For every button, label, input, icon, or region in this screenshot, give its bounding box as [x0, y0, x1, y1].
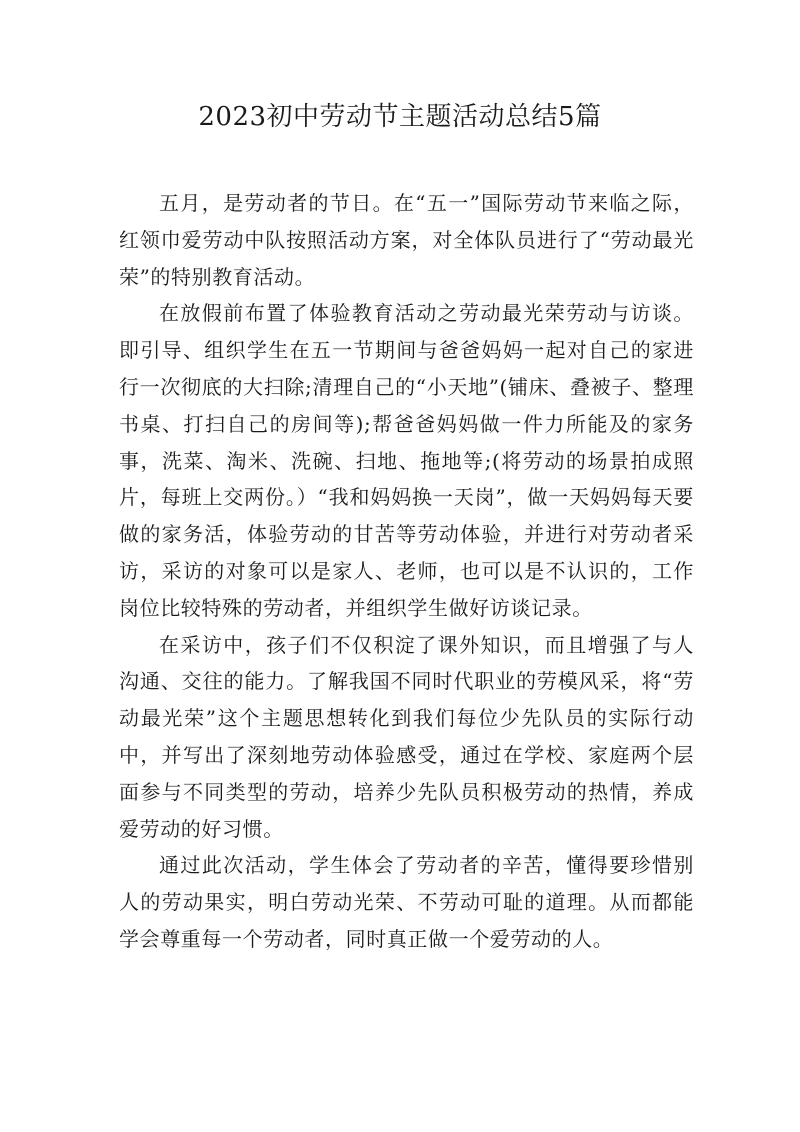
document-title: 2023初中劳动节主题活动总结5篇 — [198, 102, 602, 132]
paragraph-4: 通过此次活动，学生体会了劳动者的辛苦，懂得要珍惜别人的劳动果实，明白劳动光荣、不劳动可耻的道理。从而都能学会尊重每一个劳动者，同时真正做一个爱劳动的人。 — [119, 853, 694, 951]
document-body — [119, 185, 694, 958]
paragraph-1: 五月，是劳动者的节日。在“五一”国际劳动节来临之际，红领巾爱劳动中队按照活动方案，对全体队员进行了“劳动最光荣”的特别教育活动。 — [119, 191, 694, 289]
paragraph-2: 在放假前布置了体验教育活动之劳动最光荣劳动与访谈。即引导、组织学生在五一节期间与爸爸妈妈一起对自己的家进行一次彻底的大扫除;清理自己的“小天地”(铺床、叠被子、整理书桌、打扫自己的房间等);帮爸爸妈妈做一件力所能及的家务事，洗菜、淘米、洗碗、扫地、拖地等;(将劳动的场景拍成照片，每班上交两份。）“我和妈妈换一天岗”，做一天妈妈每天要做的家务活，体验劳动的甘苦等劳动体验，并进行对劳动者采访，采访的对象可以是家人、老师，也可以是不认识的，工作岗位比较特殊的劳动者，并组织学生做好访谈记录。 — [119, 301, 694, 620]
paragraph-3: 在采访中，孩子们不仅积淀了课外知识，而且增强了与人沟通、交往的能力。了解我国不同时代职业的劳模风采，将“劳动最光荣”这个主题思想转化到我们每位少先队员的实际行动中，并写出了深刻地劳动体验感受，通过在学校、家庭两个层面参与不同类型的劳动，培养少先队员积极劳动的热情，养成爱劳动的好习惯。 — [119, 632, 694, 841]
